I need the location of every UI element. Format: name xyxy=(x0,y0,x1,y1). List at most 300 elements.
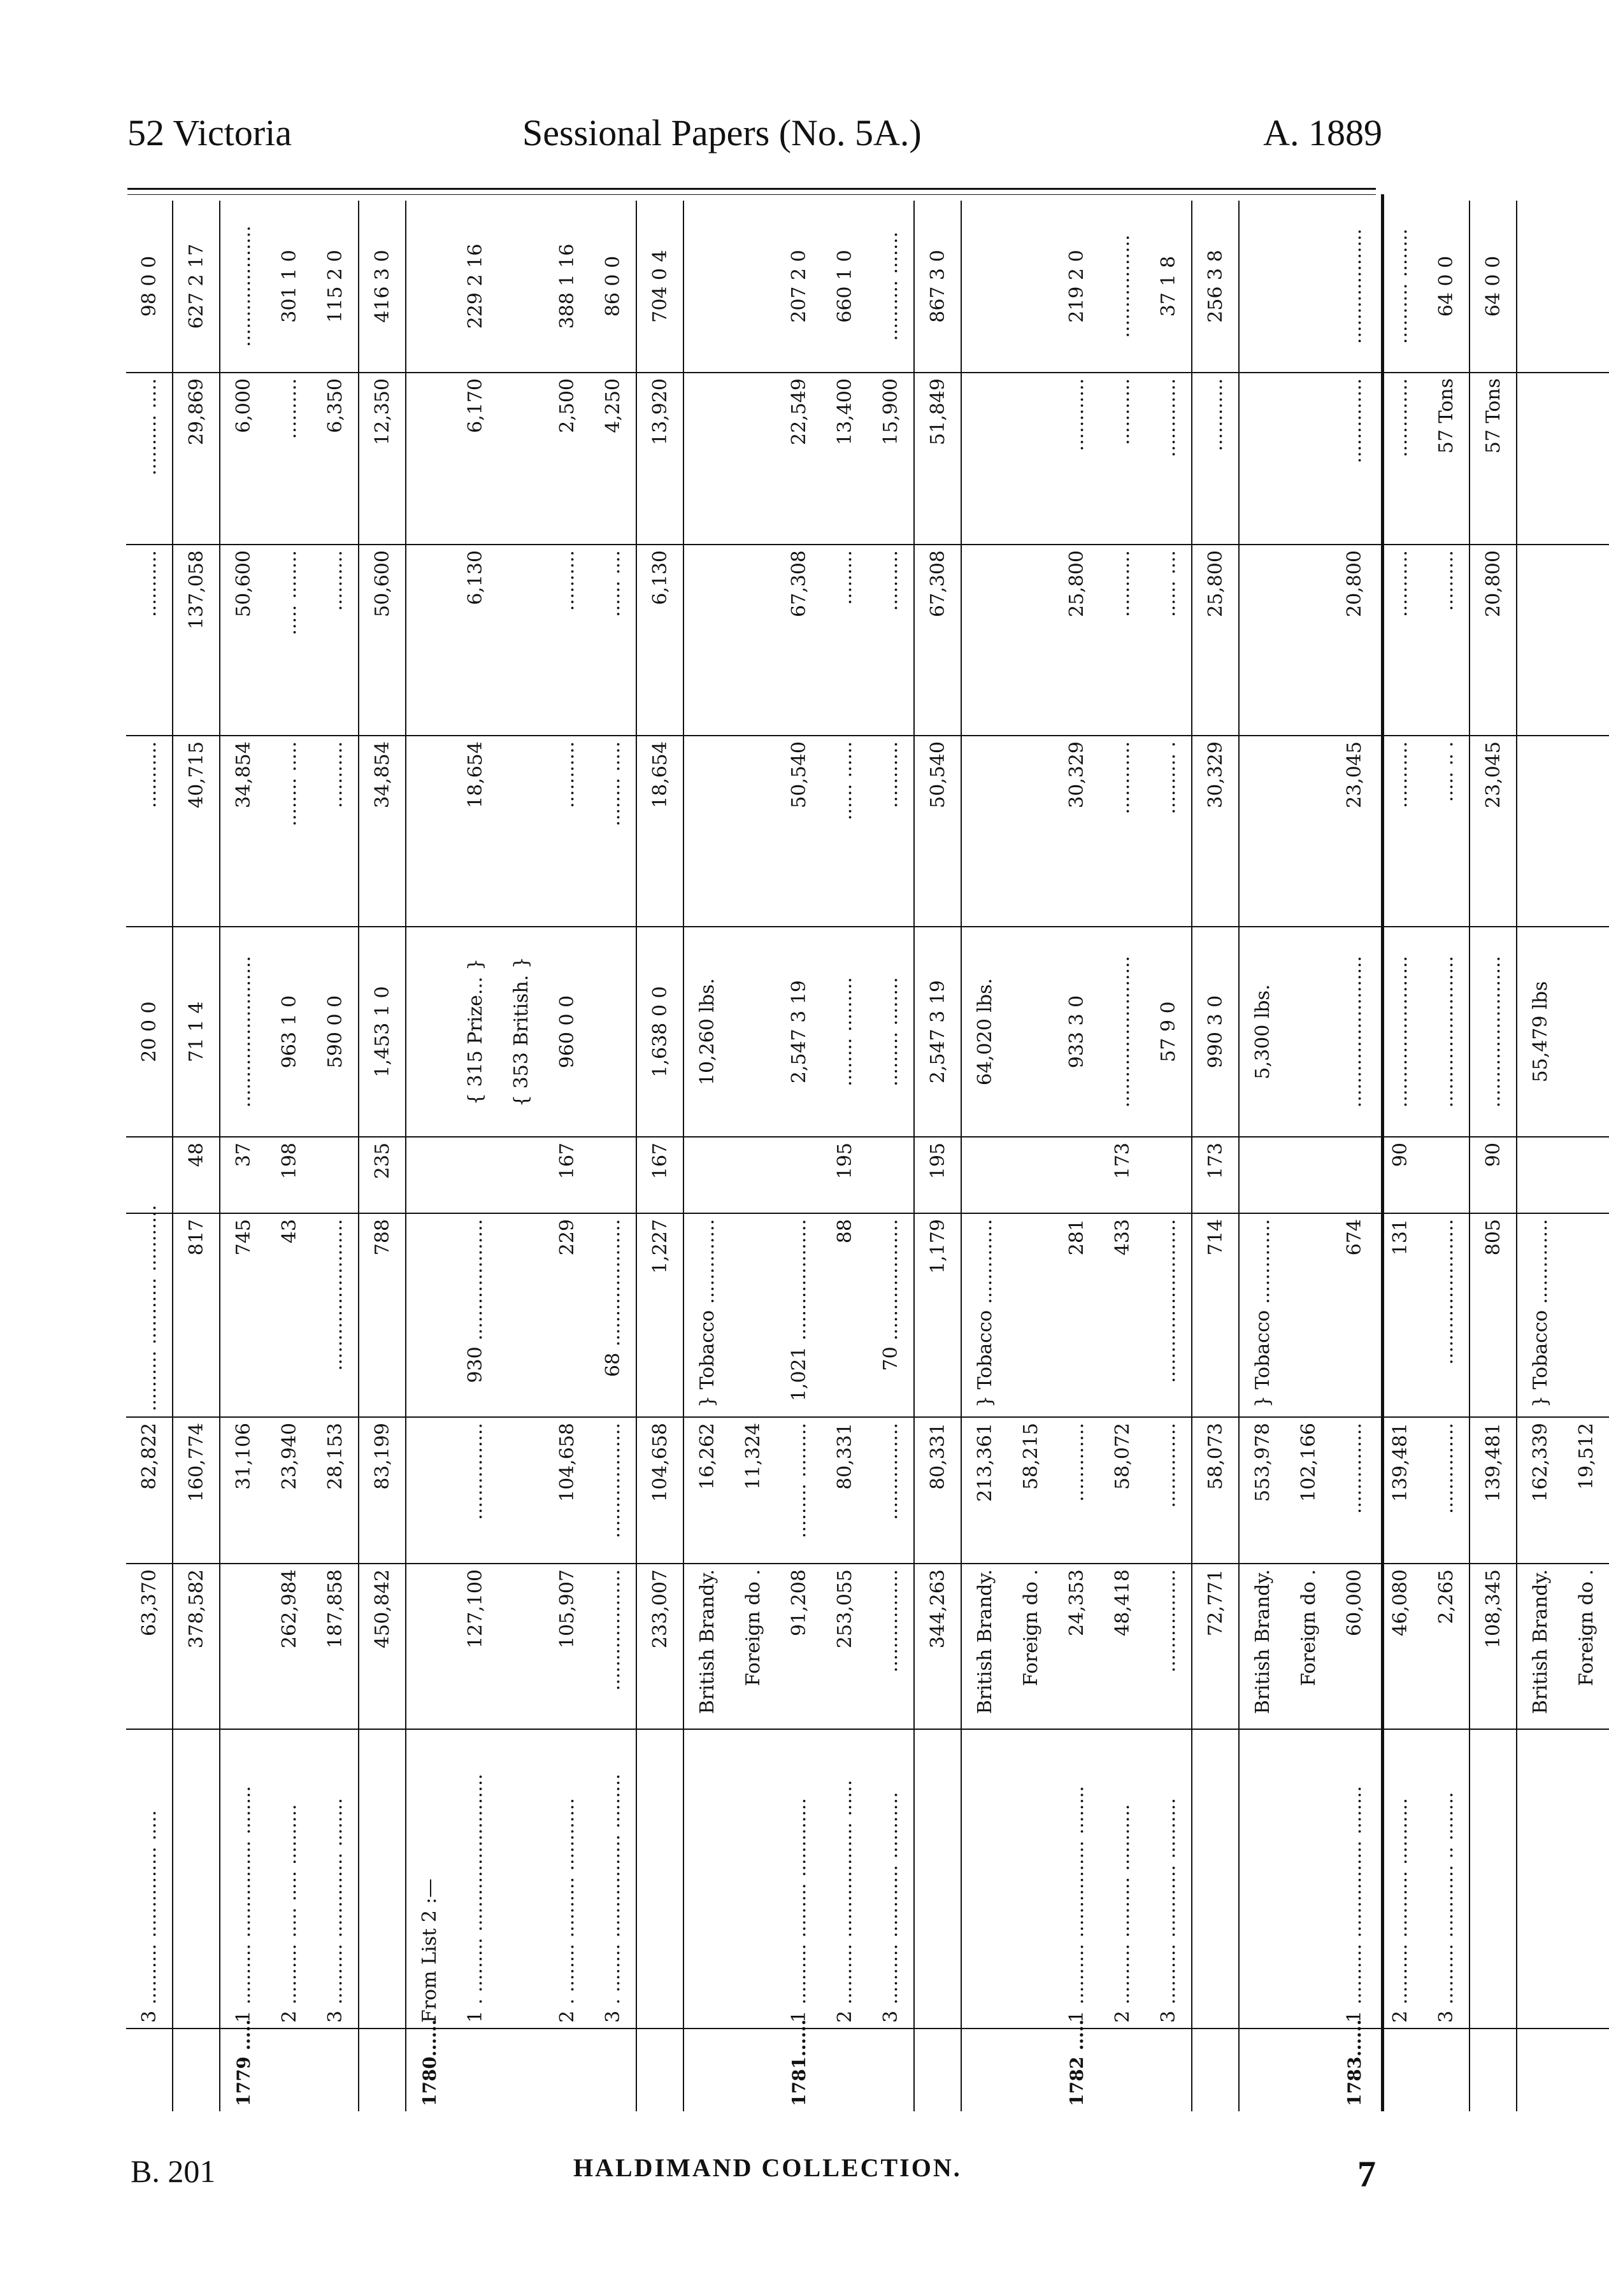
amount-col-6: ............ xyxy=(1099,736,1145,927)
amount-col-7: ........... xyxy=(1099,545,1145,736)
table-row xyxy=(1377,201,1423,2111)
amount-col-1 xyxy=(220,1564,266,1729)
amount-col-6: 23,045 xyxy=(1470,736,1517,927)
amount-col-8: 57 Tons xyxy=(1423,373,1470,545)
amount-col-4 xyxy=(868,1137,914,1213)
amount-col-6: ..... .. . xyxy=(1423,736,1470,927)
amount-col-8: .............. xyxy=(1331,373,1377,545)
amount-col-5: ......................... xyxy=(1331,927,1377,1137)
amount-col-7: ........... xyxy=(126,545,173,736)
amount-col-7 xyxy=(1517,545,1563,736)
amount-col-3 xyxy=(406,1213,452,1417)
amount-col-5: 1,453 1 0 xyxy=(359,927,406,1137)
item-cell: 2 .......... ................... ...... xyxy=(822,1729,868,2029)
top-rule-thin xyxy=(127,194,1376,195)
footer-collection-title: HALDIMAND COLLECTION. xyxy=(573,2153,962,2182)
amount-col-5: 2,547 3 19 xyxy=(776,927,822,1137)
year-cell xyxy=(683,2029,730,2111)
amount-col-3: ......................... xyxy=(312,1213,359,1417)
amount-col-2: 80,331 xyxy=(822,1417,868,1564)
amount-col-7: ......... xyxy=(822,545,868,736)
item-cell: 1 .......... ................ ........ xyxy=(220,1729,266,2029)
item-cell: 1 .......... ................ ........ xyxy=(1331,1729,1377,2029)
amount-col-1: 91,208 xyxy=(776,1564,822,1729)
amount-col-8: .......... ..... xyxy=(126,373,173,545)
amount-col-6: ........... xyxy=(312,736,359,927)
table-row xyxy=(452,201,498,2111)
amount-col-8 xyxy=(1285,373,1331,545)
year-cell xyxy=(590,2029,636,2111)
amount-col-8 xyxy=(498,373,544,545)
rotated-ledger-table xyxy=(126,201,1598,2111)
amount-col-9: 219 2 0 xyxy=(1065,250,1088,323)
amount-col-1: British Brandy. xyxy=(683,1564,730,1729)
year-cell xyxy=(1470,2029,1517,2111)
amount-col-4 xyxy=(1054,1137,1099,1213)
amount-col-8: .......... xyxy=(266,373,312,545)
amount-col-6 xyxy=(961,736,1008,927)
amount-col-6: .......... . xyxy=(1145,736,1192,927)
amount-col-5: 960 0 0 xyxy=(544,927,590,1137)
amount-col-5: 71 1 4 xyxy=(173,927,220,1137)
item-cell: 2 .......... ..... ..... .......... xyxy=(266,1729,312,2029)
amount-col-2 xyxy=(406,1417,452,1564)
table-row xyxy=(1285,201,1331,2111)
amount-col-2: 16,262 xyxy=(683,1417,730,1564)
amount-col-2: 213,361 xyxy=(961,1417,1008,1564)
amount-col-2: ............. xyxy=(1054,1417,1099,1564)
item-cell: 3 . ........ ................. ......... xyxy=(590,1729,636,2029)
amount-col-8: ............. xyxy=(1145,373,1192,545)
amount-col-2: ................... xyxy=(590,1417,636,1564)
year-cell xyxy=(126,2029,173,2111)
amount-col-3: 70 .................... xyxy=(868,1213,914,1417)
amount-col-3: } Tobacco .............. xyxy=(683,1213,730,1417)
amount-col-5 xyxy=(590,927,636,1137)
amount-col-2: 82,822 xyxy=(126,1417,173,1564)
amount-col-1: .................... xyxy=(590,1564,636,1729)
amount-col-5: ......................... xyxy=(1470,927,1517,1137)
item-cell: 2 .......... ........... ........... xyxy=(1377,1729,1423,2029)
amount-col-7: .......... xyxy=(1423,545,1470,736)
amount-col-1: 63,370 xyxy=(126,1564,173,1729)
amount-col-6 xyxy=(1517,736,1563,927)
amount-col-6: 30,329 xyxy=(1054,736,1099,927)
amount-col-6 xyxy=(683,736,730,927)
footer-folio: B. 201 xyxy=(131,2153,216,2189)
amount-col-9: 301 1 0 xyxy=(278,250,301,323)
amount-col-2: 58,215 xyxy=(1008,1417,1054,1564)
amount-col-5: 990 3 0 xyxy=(1192,927,1239,1137)
amount-col-6: 34,854 xyxy=(359,736,406,927)
amount-col-2: .............. xyxy=(1145,1417,1192,1564)
table-row xyxy=(1331,201,1377,2111)
amount-col-3 xyxy=(1285,1213,1331,1417)
table-row xyxy=(1054,201,1099,2111)
amount-col-7: ...... .... xyxy=(590,545,636,736)
amount-col-4: 167 xyxy=(544,1137,590,1213)
amount-col-4 xyxy=(312,1137,359,1213)
amount-col-9 xyxy=(498,201,544,373)
year-cell xyxy=(1008,2029,1054,2111)
amount-col-8: ............ xyxy=(1192,373,1239,545)
amount-col-4 xyxy=(1145,1137,1192,1213)
amount-col-2: 19,512 xyxy=(1563,1417,1609,1564)
item-cell: From List 2 :— xyxy=(406,1729,452,2029)
amount-col-9: 229 2 16 xyxy=(464,243,487,329)
top-rule xyxy=(127,188,1376,190)
amount-col-7 xyxy=(498,545,544,736)
amount-col-5: 933 3 0 xyxy=(1054,927,1099,1137)
amount-col-3 xyxy=(1008,1213,1054,1417)
footer-page-number: 7 xyxy=(1357,2153,1376,2195)
total-row xyxy=(1192,201,1239,2111)
header-volume: 52 Victoria xyxy=(127,112,292,153)
amount-col-6: ........... xyxy=(868,736,914,927)
amount-col-3: .......... ........... ........... xyxy=(126,1213,173,1417)
amount-col-3: 674 xyxy=(1331,1213,1377,1417)
year-cell xyxy=(1423,2029,1470,2111)
amount-col-1: 46,080 xyxy=(1377,1564,1423,1729)
amount-col-3: } Tobacco .............. xyxy=(1517,1213,1563,1417)
amount-col-2: 104,658 xyxy=(636,1417,683,1564)
amount-col-8: 6,350 xyxy=(312,373,359,545)
item-cell xyxy=(1008,1729,1054,2029)
amount-col-6: 18,654 xyxy=(636,736,683,927)
amount-col-3: } Tobacco .............. xyxy=(961,1213,1008,1417)
amount-col-3: 1,179 xyxy=(914,1213,961,1417)
item-cell xyxy=(1192,1729,1239,2029)
year-cell xyxy=(822,2029,868,2111)
amount-col-4 xyxy=(1331,1137,1377,1213)
year-cell xyxy=(1377,2029,1423,2111)
amount-col-4 xyxy=(590,1137,636,1213)
amount-col-2: 83,199 xyxy=(359,1417,406,1564)
item-cell: 1 . ......... .......................... xyxy=(452,1729,498,2029)
amount-col-7: 20,800 xyxy=(1470,545,1517,736)
amount-col-3: 68 ..................... xyxy=(590,1213,636,1417)
amount-col-7: ........... xyxy=(1377,545,1423,736)
amount-col-3 xyxy=(498,1213,544,1417)
amount-col-4 xyxy=(406,1137,452,1213)
amount-col-4: 48 xyxy=(173,1137,220,1213)
amount-col-6: 50,540 xyxy=(914,736,961,927)
amount-col-3: 1,227 xyxy=(636,1213,683,1417)
amount-col-6: 34,854 xyxy=(220,736,266,927)
amount-col-1: British Brandy. xyxy=(1517,1564,1563,1729)
year-cell xyxy=(498,2029,544,2111)
year-cell xyxy=(359,2029,406,2111)
amount-col-3: 805 xyxy=(1470,1213,1517,1417)
amount-col-8: 6,170 xyxy=(452,373,498,545)
amount-col-9: 86 0 0 xyxy=(601,255,624,317)
amount-col-3: ........................... xyxy=(1145,1213,1192,1417)
amount-col-4 xyxy=(1517,1137,1563,1213)
amount-col-8 xyxy=(1563,373,1609,545)
amount-col-4: 173 xyxy=(1192,1137,1239,1213)
amount-col-8 xyxy=(961,373,1008,545)
amount-col-9 xyxy=(961,201,1008,373)
amount-col-7: .......... xyxy=(544,545,590,736)
item-cell xyxy=(636,1729,683,2029)
amount-col-1: 262,984 xyxy=(266,1564,312,1729)
amount-col-7: 67,308 xyxy=(776,545,822,736)
year-cell xyxy=(868,2029,914,2111)
table-row xyxy=(1239,201,1285,2111)
amount-col-8 xyxy=(1008,373,1054,545)
amount-col-5: 963 1 0 xyxy=(266,927,312,1137)
amount-col-9 xyxy=(1239,201,1285,373)
amount-col-9: 627 2 17 xyxy=(173,201,220,373)
amount-col-5: 10,260 lbs. xyxy=(683,927,730,1137)
amount-col-2: ......... ......... xyxy=(776,1417,822,1564)
amount-col-5: ......................... xyxy=(1377,927,1423,1137)
item-cell: 3 .......... ............ .. ........ xyxy=(1423,1729,1470,2029)
year-cell xyxy=(1099,2029,1145,2111)
amount-col-6 xyxy=(498,736,544,927)
amount-col-7: 6,130 xyxy=(452,545,498,736)
amount-col-7: 20,800 xyxy=(1331,545,1377,736)
amount-col-8: 2,500 xyxy=(544,373,590,545)
amount-col-4 xyxy=(1563,1137,1609,1213)
amount-col-4: 173 xyxy=(1099,1137,1145,1213)
amount-col-9: .......... ....... xyxy=(879,231,902,341)
amount-col-2: 28,153 xyxy=(312,1417,359,1564)
amount-col-1: 450,842 xyxy=(359,1564,406,1729)
amount-col-5 xyxy=(406,927,452,1137)
amount-col-3: ........................ xyxy=(1423,1213,1470,1417)
amount-col-6: ........ ..... xyxy=(590,736,636,927)
amount-col-4: 90 xyxy=(1377,1137,1423,1213)
amount-col-1: 48,418 xyxy=(1099,1564,1145,1729)
table-row xyxy=(126,201,173,2111)
amount-col-9: .......... ........ xyxy=(1389,228,1412,345)
table-row xyxy=(961,201,1008,2111)
amount-col-9 xyxy=(1285,201,1331,373)
amount-col-2: 23,940 xyxy=(266,1417,312,1564)
item-cell xyxy=(1239,1729,1285,2029)
year-cell xyxy=(544,2029,590,2111)
amount-col-3: 131 xyxy=(1377,1213,1423,1417)
amount-col-4 xyxy=(730,1137,776,1213)
amount-col-6: 23,045 xyxy=(1331,736,1377,927)
item-cell xyxy=(1517,1729,1563,2029)
amount-col-7: 25,800 xyxy=(1192,545,1239,736)
amount-col-4 xyxy=(1423,1137,1470,1213)
amount-col-5: ........ ......... xyxy=(822,927,868,1137)
item-cell: 3 .......... ............ ........... xyxy=(868,1729,914,2029)
amount-col-7: 137,058 xyxy=(173,545,220,736)
amount-col-7: 67,308 xyxy=(914,545,961,736)
amount-col-3: 229 xyxy=(544,1213,590,1417)
amount-col-9: 98 0 0 xyxy=(138,255,161,317)
year-cell xyxy=(1192,2029,1239,2111)
year-cell xyxy=(1517,2029,1563,2111)
item-cell xyxy=(1285,1729,1331,2029)
amount-col-9 xyxy=(730,201,776,373)
amount-col-1: 60,000 xyxy=(1331,1564,1377,1729)
year-cell xyxy=(1563,2029,1609,2111)
amount-col-4: 195 xyxy=(914,1137,961,1213)
amount-col-9: 867 3 0 xyxy=(914,201,961,373)
table-row xyxy=(730,201,776,2111)
year-cell: 1780...... xyxy=(406,2029,452,2111)
amount-col-5: ......................... xyxy=(1423,927,1470,1137)
amount-col-7: ..... ........ xyxy=(266,545,312,736)
amount-col-9: 115 2 0 xyxy=(324,250,347,323)
amount-col-5: 590 0 0 xyxy=(312,927,359,1137)
amount-col-7 xyxy=(730,545,776,736)
total-row xyxy=(1470,201,1517,2111)
amount-col-4 xyxy=(1239,1137,1285,1213)
year-cell xyxy=(452,2029,498,2111)
amount-col-2: 58,073 xyxy=(1192,1417,1239,1564)
table-row xyxy=(776,201,822,2111)
amount-col-5: 20 0 0 xyxy=(126,927,173,1137)
year-cell xyxy=(730,2029,776,2111)
amount-col-4 xyxy=(961,1137,1008,1213)
amount-col-6: 30,329 xyxy=(1192,736,1239,927)
amount-col-5 xyxy=(1563,927,1609,1137)
amount-col-1: 108,345 xyxy=(1470,1564,1517,1729)
amount-col-7: ...... .... xyxy=(1145,545,1192,736)
amount-col-6: ........... xyxy=(126,736,173,927)
amount-col-4 xyxy=(452,1137,498,1213)
amount-col-5: 57 9 0 xyxy=(1145,927,1192,1137)
table-row xyxy=(406,201,452,2111)
amount-col-7: 50,600 xyxy=(220,545,266,736)
amount-col-6: ...... ...... xyxy=(822,736,868,927)
amount-col-3: 1,021 .................... xyxy=(776,1213,822,1417)
amount-col-9: 64 0 0 xyxy=(1470,201,1517,373)
amount-col-7: .......... xyxy=(868,545,914,736)
amount-col-1: 378,582 xyxy=(173,1564,220,1729)
amount-col-7: 6,130 xyxy=(636,545,683,736)
amount-col-8 xyxy=(730,373,776,545)
table-row xyxy=(220,201,266,2111)
year-cell: 1782 ..... xyxy=(1054,2029,1099,2111)
amount-col-2: 162,339 xyxy=(1517,1417,1563,1564)
amount-col-8: 13,400 xyxy=(822,373,868,545)
amount-col-8: 6,000 xyxy=(220,373,266,545)
amount-col-5: 5,300 lbs. xyxy=(1239,927,1285,1137)
amount-col-8: 29,869 xyxy=(173,373,220,545)
amount-col-2 xyxy=(498,1417,544,1564)
amount-col-5 xyxy=(730,927,776,1137)
year-cell xyxy=(312,2029,359,2111)
amount-col-9: ................. xyxy=(1111,234,1134,338)
total-row xyxy=(636,201,683,2111)
amount-col-2: 104,658 xyxy=(544,1417,590,1564)
year-cell xyxy=(1285,2029,1331,2111)
amount-col-3: 43 xyxy=(266,1213,312,1417)
amount-col-9: 64 0 0 xyxy=(1434,255,1457,317)
amount-col-4 xyxy=(683,1137,730,1213)
total-row xyxy=(173,201,220,2111)
amount-col-1: 187,858 xyxy=(312,1564,359,1729)
amount-col-6 xyxy=(406,736,452,927)
table-row xyxy=(1145,201,1192,2111)
amount-col-7: 50,600 xyxy=(359,545,406,736)
amount-col-2: 553,978 xyxy=(1239,1417,1285,1564)
amount-col-6: 18,654 xyxy=(452,736,498,927)
amount-col-5 xyxy=(1008,927,1054,1137)
table-row xyxy=(1423,201,1470,2111)
amount-col-1 xyxy=(498,1564,544,1729)
amount-col-4: 37 xyxy=(220,1137,266,1213)
amount-col-4: 195 xyxy=(822,1137,868,1213)
table-row xyxy=(1517,201,1563,2111)
table-row xyxy=(590,201,636,2111)
amount-col-1: 253,055 xyxy=(822,1564,868,1729)
total-row xyxy=(914,201,961,2111)
amount-col-6 xyxy=(1008,736,1054,927)
amount-col-1: 2,265 xyxy=(1423,1564,1470,1729)
item-cell: 3 .......... .............. ........ xyxy=(312,1729,359,2029)
amount-col-1: 24,353 xyxy=(1054,1564,1099,1729)
item-cell: 1 .......... ................ ........ xyxy=(1054,1729,1099,2029)
amount-col-8: 57 Tons xyxy=(1470,373,1517,545)
amount-col-6: ........ ..... xyxy=(266,736,312,927)
amount-col-7: .......... xyxy=(312,545,359,736)
amount-col-9 xyxy=(683,201,730,373)
amount-col-6 xyxy=(730,736,776,927)
amount-col-5: { 315 Prize... } xyxy=(452,927,498,1137)
amount-col-1: ................. xyxy=(1145,1564,1192,1729)
amount-col-1: ................. xyxy=(868,1564,914,1729)
amount-col-2: 58,072 xyxy=(1099,1417,1145,1564)
amount-col-5 xyxy=(1285,927,1331,1137)
item-cell xyxy=(359,1729,406,2029)
header-year: A. 1889 xyxy=(1263,112,1382,153)
amount-col-8 xyxy=(1517,373,1563,545)
amount-col-8: 15,900 xyxy=(868,373,914,545)
amount-col-7 xyxy=(1563,545,1609,736)
item-cell xyxy=(173,1729,220,2029)
amount-col-4 xyxy=(776,1137,822,1213)
amount-col-6 xyxy=(1285,736,1331,927)
amount-col-6: ........... xyxy=(544,736,590,927)
amount-col-9: 207 2 0 xyxy=(787,250,810,323)
amount-col-1: Foreign do . xyxy=(1563,1564,1609,1729)
amount-col-9: 660 1 0 xyxy=(833,250,856,323)
amount-col-2: 80,331 xyxy=(914,1417,961,1564)
amount-col-6 xyxy=(1239,736,1285,927)
year-cell xyxy=(914,2029,961,2111)
amount-col-3: 788 xyxy=(359,1213,406,1417)
amount-col-1: Foreign do . xyxy=(1008,1564,1054,1729)
amount-col-1: 344,263 xyxy=(914,1564,961,1729)
amount-col-8: 12,350 xyxy=(359,373,406,545)
table-row xyxy=(544,201,590,2111)
amount-col-1: Foreign do . xyxy=(1285,1564,1331,1729)
total-row xyxy=(359,201,406,2111)
amount-col-5: 1,638 0 0 xyxy=(636,927,683,1137)
amount-col-9 xyxy=(1008,201,1054,373)
amount-col-7 xyxy=(1285,545,1331,736)
item-cell xyxy=(914,1729,961,2029)
amount-col-7: 25,800 xyxy=(1054,545,1099,736)
ledger-table xyxy=(126,201,1609,2111)
amount-col-1: 127,100 xyxy=(452,1564,498,1729)
item-cell: 3 .......... ............ .......... xyxy=(1145,1729,1192,2029)
amount-col-8: 22,549 xyxy=(776,373,822,545)
amount-col-2: ................ xyxy=(452,1417,498,1564)
item-cell: 1 .......... ......... ............. xyxy=(776,1729,822,2029)
amount-col-4 xyxy=(1008,1137,1054,1213)
amount-col-8: 51,849 xyxy=(914,373,961,545)
amount-col-3: 433 xyxy=(1099,1213,1145,1417)
